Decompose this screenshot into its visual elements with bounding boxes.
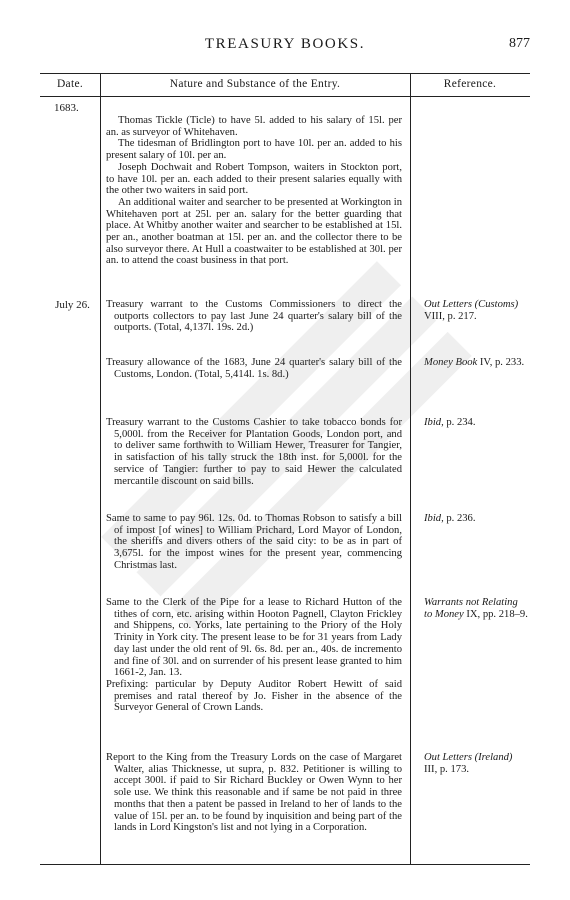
entry-paragraph: Report to the King from the Treasury Lords on the case of Margaret Walter, alias Thicknesse, ut supra, p. 832. Petitioner is willing to accept 300l. if paid to Sir Richard Buckley or Owen Wynn to her sole use. We think this reasonable and if same be not paid in three months that then a patent be passed in Ireland to her of lands to the value of 15l. per an. to be found by inquisition and being part of the lands in Lord Kingston's list and not lying in a Corporation. bbox=[106, 752, 402, 834]
entry-text bbox=[106, 752, 402, 834]
reference-source: Money Book bbox=[424, 357, 478, 368]
column-header-date: Date. bbox=[56, 78, 84, 90]
entry-reference bbox=[424, 597, 528, 620]
entry-paragraph: Prefixing: particular by Deputy Auditor Robert Hewitt of said premises and ratal thereof by Jo. Fisher in the absence of the Surveyor General of Crown Lands. bbox=[106, 678, 402, 714]
reference-source: Out Letters (Ireland) bbox=[424, 752, 513, 763]
entry-paragraph: An additional waiter and searcher to be presented at Workington in Whitehaven port at 25l. per an. salary for the better guarding that place. At Whitby another waiter and searcher to be established at 15l. per an., another boatman at 15l. per an. and the collector there to be also surveyor there. At Hull a coastwaiter to be established at 30l. per an. to attend the coast business in that port. bbox=[106, 196, 402, 267]
entry-text bbox=[106, 417, 402, 487]
header-rule bbox=[40, 96, 530, 97]
entry-text bbox=[106, 597, 402, 714]
entry-paragraph: Thomas Tickle (Ticle) to have 5l. added to his salary of 15l. per an. as surveyor of Whitehaven. bbox=[106, 115, 402, 138]
entry-text bbox=[106, 299, 402, 334]
entry-reference bbox=[424, 357, 528, 369]
running-header bbox=[40, 36, 530, 56]
entry-paragraph: Treasury warrant to the Customs Commissioners to direct the outports collectors to pay last June 24 quarter's salary bill of the outports. (Total, 4,137l. 19s. 2d.) bbox=[106, 299, 402, 334]
column-rule bbox=[410, 74, 411, 864]
reference-source: Ibid, bbox=[424, 417, 444, 428]
reference-detail: IX, pp. 218–9. bbox=[463, 608, 528, 620]
entry-paragraph: Same to the Clerk of the Pipe for a lease to Richard Hutton of the tithes of corn, etc. arising within Hooton Pagnell, Clayton Frickley and Shippens, co. Yorks, late pertaining to the Priory of the Holy Trinity in York city. The present lease to be for 31 years from Lady day last under the old rent of 9l. 6s. 8d. per an., 40s. de incremento and fine of 30l. and on surrender of his present lease granted to him 1661-2, Jan. 13. bbox=[106, 597, 402, 679]
reference-detail: III, p. 173. bbox=[424, 763, 470, 775]
entry-text bbox=[106, 513, 402, 572]
page-number: 877 bbox=[509, 36, 530, 51]
entry-paragraph: Joseph Dochwait and Robert Tompson, waiters in Stockton port, to have 10l. per an. each added to their present salaries equally with the other two waiters in said port. bbox=[106, 161, 402, 197]
reference-source: Ibid, bbox=[424, 513, 444, 524]
entry-paragraph: Treasury warrant to the Customs Cashier to take tobacco bonds for 5,000l. from the Receiver for Plantation Goods, London port, and to deliver same forthwith to William Hewer, Treasurer for Tangier, in satisfaction of his tally struck the 18th inst. for 5,000l. for the service of Tangier: further to pay to said Hewer the calculated mercantile discount on said bills. bbox=[106, 417, 402, 487]
reference-detail: p. 234. bbox=[443, 417, 476, 428]
column-header-reference: Reference. bbox=[443, 78, 497, 90]
reference-source: Warrants not Relating to Money bbox=[424, 597, 518, 620]
entry-reference bbox=[424, 513, 528, 525]
entry-paragraph: Treasury allowance of the 1683, June 24 quarter's salary bill of the Customs, London. (Total, 5,414l. 1s. 8d.) bbox=[106, 357, 402, 380]
entry-paragraph: The tidesman of Bridlington port to have 10l. per an. added to his present salary of 10l. per an. bbox=[106, 138, 402, 162]
column-rule bbox=[100, 74, 101, 864]
reference-detail: VIII, p. 217. bbox=[424, 310, 477, 322]
reference-detail: p. 236. bbox=[443, 513, 476, 524]
entry-date: July 26. bbox=[55, 299, 90, 311]
entry-text bbox=[106, 115, 402, 267]
running-title: TREASURY BOOKS. bbox=[204, 36, 366, 52]
entry-text bbox=[106, 357, 402, 380]
year-label: 1683. bbox=[54, 102, 79, 114]
entries-table bbox=[40, 73, 530, 865]
reference-detail: IV, p. 233. bbox=[477, 357, 525, 368]
column-header-nature: Nature and Substance of the Entry. bbox=[169, 78, 341, 90]
entry-reference bbox=[424, 752, 528, 775]
reference-source: Out Letters (Customs) bbox=[424, 299, 519, 310]
entry-paragraph: Same to same to pay 96l. 12s. 0d. to Thomas Robson to satisfy a bill of impost [of wines] to William Prichard, Lord Mayor of London, the sheriffs and divers others of the said city: to be as in part of 3,675l. for the impost wines for the present year, commencing Christmas last. bbox=[106, 513, 402, 571]
entry-reference bbox=[424, 417, 528, 429]
entry-reference bbox=[424, 299, 528, 322]
